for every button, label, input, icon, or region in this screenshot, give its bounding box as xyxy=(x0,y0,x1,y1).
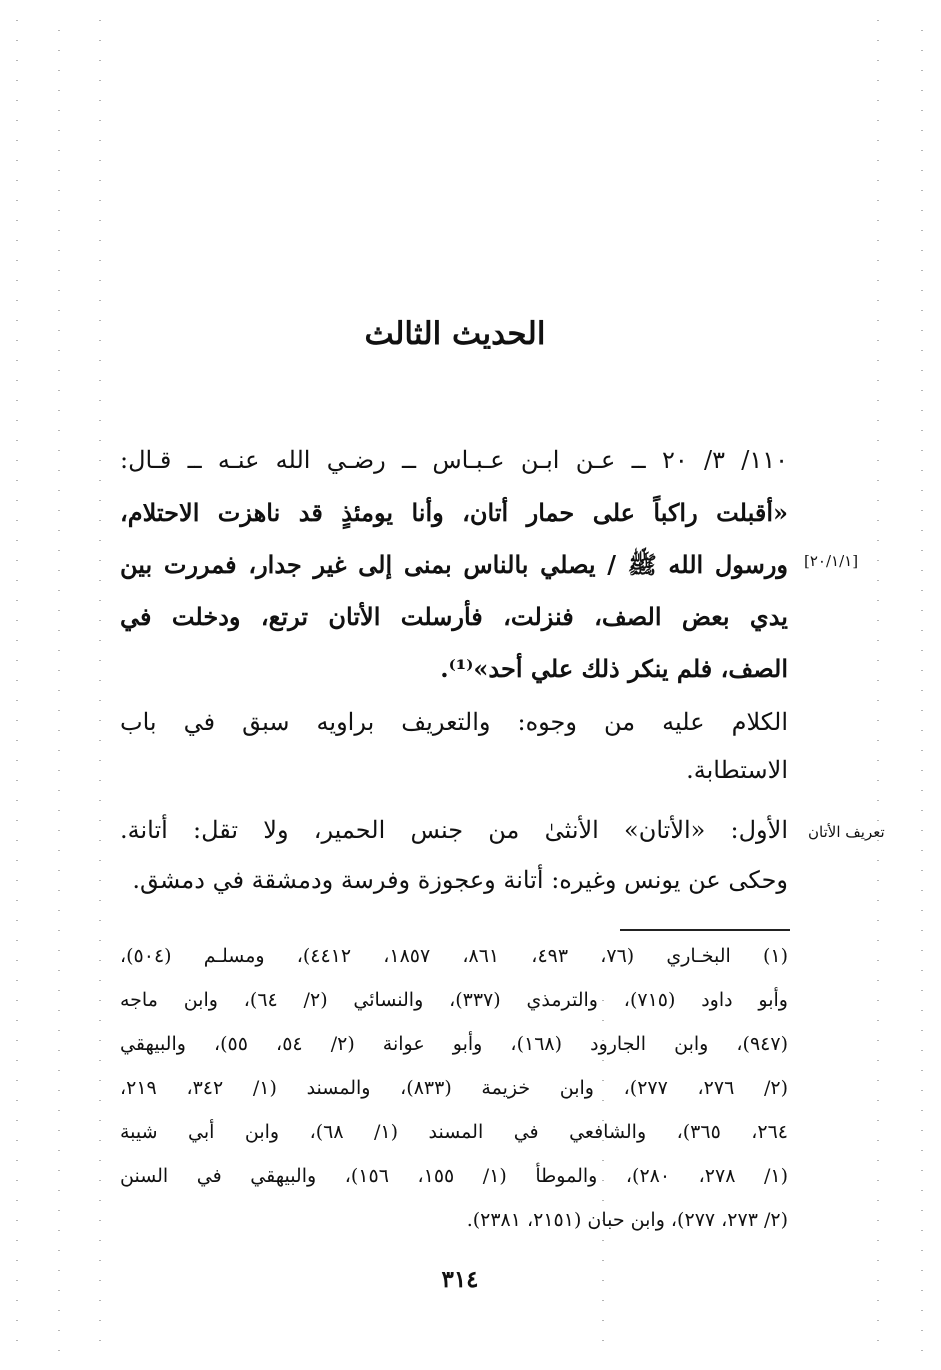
footnote-line: (٩٤٧)، وابن الجارود (١٦٨)، وأبو عوانة (٢/ ٥٤، ٥٥)، والبيهقي xyxy=(120,1033,788,1055)
margin-reference: [٢٠/١/١] xyxy=(804,552,859,570)
commentary-line: وحكى عن يونس وغيره: أتانة وعجوزة وفرسة ودمشقة في دمشق. xyxy=(132,866,788,894)
footnote-line: وأبو داود (٧١٥)، والترمذي (٣٣٧)، والنسائي (٢/ ٦٤)، وابن ماجه xyxy=(120,989,788,1011)
commentary-line: الاستطابة. xyxy=(686,756,788,784)
hadith-line: يدي بعض الصف، فنزلت، فأرسلت الأتان ترتع، ودخلت في xyxy=(120,602,788,631)
margin-topic-note: تعريف الأتان xyxy=(808,823,885,841)
hadith-line: «أقبلت راكباً على حمار أتان، وأنا يومئذٍ قد ناهزت الاحتلام، xyxy=(120,498,788,527)
commentary-line: الأول: «الأتان» الأنثىٰ من جنس الحمير، ولا تقل: أتانة. xyxy=(120,816,788,844)
footnote-separator xyxy=(620,929,790,931)
footnote-line: (٢/ ٢٧٣، ٢٧٧)، وابن حبان (٢١٥١، ٢٣٨١). xyxy=(466,1209,788,1231)
footnote-line: (٢/ ٢٧٦، ٢٧٧)، وابن خزيمة (٨٣٣)، والمسند (١/ ٣٤٢، ٢١٩، xyxy=(120,1077,788,1099)
footnote-line: (١/ ٢٧٨، ٢٨٠)، والموطأ (١/ ١٥٥، ١٥٦)، والبيهقي في السنن xyxy=(120,1165,789,1187)
page-title: الحديث الثالث xyxy=(364,316,546,352)
hadith-line: ١١٠/ ٣/ ٢٠ ــ عـن ابـن عـبـاس ــ رضـي الله عنـه ــ قـال: xyxy=(120,446,789,474)
footnote-line: (١) البخـاري (٧٦، ٤٩٣، ٨٦١، ١٨٥٧، ٤٤١٢)، ومسلـم (٥٠٤)، xyxy=(120,945,789,967)
hadith-line: الصف، فلم ينكر ذلك علي أحد»⁽¹⁾. xyxy=(440,654,788,683)
hadith-line: ورسول الله ﷺ / يصلي بالناس بمنى إلى غير جدار، فمررت بين xyxy=(120,550,788,579)
commentary-line: الكلام عليه من وجوه: والتعريف براويه سبق في باب xyxy=(120,708,788,736)
footnote-line: ٢٦٤، ٣٦٥)، والشافعي في المسند (١/ ٦٨)، وابن أبي شيبة xyxy=(120,1121,789,1143)
page-number: ٣١٤ xyxy=(441,1266,479,1293)
